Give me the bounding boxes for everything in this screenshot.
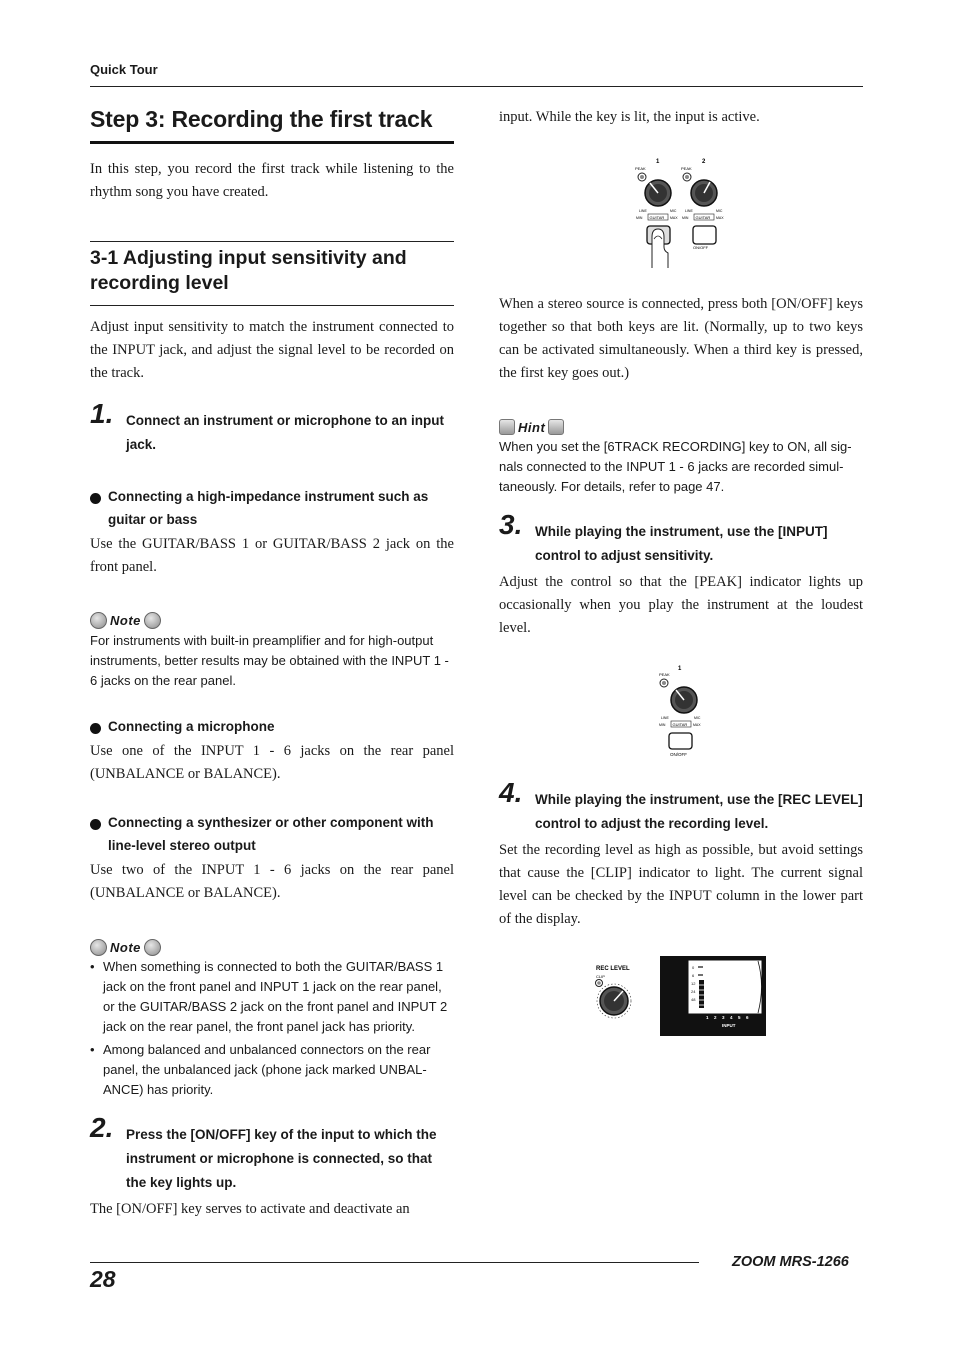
running-header: Quick Tour (90, 62, 158, 77)
svg-text:ON/OFF: ON/OFF (693, 245, 709, 250)
note-2-list (90, 957, 454, 1100)
onoff-key (693, 226, 716, 244)
section-heading: 3-1 Adjusting input sensitivity and recording level (90, 247, 407, 294)
svg-text:GUITAR: GUITAR (695, 215, 711, 220)
peak-label: PEAK (681, 166, 692, 171)
svg-text:24: 24 (691, 989, 696, 994)
step-3-number: 3. (499, 509, 523, 540)
onoff-key (669, 733, 692, 749)
svg-text:LINE: LINE (639, 209, 647, 213)
bullet-1-heading: Connecting a high-impedance instrument such as guitar or bass (108, 489, 429, 527)
svg-text:MAX: MAX (670, 216, 678, 220)
note-right-icon (144, 612, 161, 629)
bullet-2-heading: Connecting a microphone (108, 719, 275, 734)
note-label: Note (110, 940, 141, 955)
header-rule (90, 86, 863, 87)
svg-text:MAX: MAX (716, 216, 724, 220)
svg-text:MIN: MIN (659, 723, 666, 727)
note-2-item: • Among balanced and unbalanced connectors on the rear panel, the unbalanced jack (phone jack marked UNBAL-ANCE) has priority. (90, 1042, 431, 1097)
svg-text:MIC: MIC (694, 716, 701, 720)
step-4-body: Set the recording level as high as possible, but avoid settings that cause the [CLIP] indicator to light. The current signal level can be checked by the INPUT column in the lower part of the display. (499, 842, 863, 927)
step-2-number: 2. (90, 1112, 114, 1143)
svg-text:PEAK: PEAK (659, 672, 670, 677)
svg-text:0: 0 (692, 965, 695, 970)
peak-label: PEAK (635, 166, 646, 171)
step-title: Step 3: Recording the first track (90, 106, 433, 132)
bullet-3-heading: Connecting a synthesizer or other component with line-level stereo output (108, 815, 434, 853)
input-panel-figure (630, 155, 730, 270)
bullet-1-dot (90, 491, 101, 509)
hint-badge (499, 419, 564, 435)
hint-text: When you set the [6TRACK RECORDING] key to ON, all sig-nals connected to the INPUT 1 - 6 jacks are recorded simul-taneously. For details, refer to page 47. (499, 439, 852, 494)
intro-paragraph: In this step, you record the first track while listening to the rhythm song you have created. (90, 161, 454, 200)
ch1-label: 1 (656, 159, 660, 165)
note-right-icon (144, 939, 161, 956)
svg-text:LINE: LINE (685, 209, 693, 213)
svg-text:LINE: LINE (661, 716, 669, 720)
bullet-2-body: Use one of the INPUT 1 - 6 jacks on the rear panel (UNBALANCE or BALANCE). (90, 743, 454, 782)
svg-text:GUITAR: GUITAR (649, 215, 665, 220)
svg-text:2: 2 (714, 1015, 717, 1020)
hint-left-icon (499, 419, 515, 435)
note-badge-1 (90, 612, 161, 629)
svg-text:GUITAR: GUITAR (672, 722, 688, 727)
step-2-body: The [ON/OFF] key serves to activate and deactivate an (90, 1201, 410, 1217)
note-left-icon (90, 939, 107, 956)
svg-text:MAX: MAX (693, 723, 701, 727)
step-3-body: Adjust the control so that the [PEAK] indicator lights up occasionally when you play the instrument at the loudest level. (499, 574, 863, 636)
rec-level-figure (593, 956, 768, 1038)
ch2-label: 2 (702, 159, 706, 165)
svg-text:MIC: MIC (716, 209, 723, 213)
step-4-number: 4. (499, 777, 523, 808)
step-4-text: While playing the instrument, use the [REC LEVEL] control to adjust the recording level. (535, 792, 863, 831)
section-rule-top (90, 241, 454, 242)
meter-bar (699, 980, 704, 1008)
bullet-3-dot (90, 817, 101, 835)
step-2-body-continued: input. While the key is lit, the input is active. (499, 109, 760, 125)
svg-text:6: 6 (746, 1015, 749, 1020)
note-2-item: • When something is connected to both the GUITAR/BASS 1 jack on the front panel and INPUT 1 jack on the rear panel, or the GUITAR/BASS 2 jack on the front panel and INPUT 2 jack on the rear panel, the front panel jack has priority. (90, 959, 448, 1034)
footer-rule (90, 1262, 699, 1263)
svg-text:MIN: MIN (682, 216, 689, 220)
note-left-icon (90, 612, 107, 629)
input-knob-figure (656, 662, 706, 758)
svg-text:CLIP: CLIP (596, 974, 605, 979)
svg-text:3: 3 (722, 1015, 725, 1020)
svg-text:ON/OFF: ON/OFF (670, 752, 687, 757)
svg-text:6: 6 (692, 973, 695, 978)
svg-text:5: 5 (738, 1015, 741, 1020)
svg-text:1: 1 (706, 1015, 709, 1020)
svg-text:INPUT: INPUT (722, 1023, 736, 1028)
svg-text:12: 12 (691, 981, 696, 986)
page-number: 28 (90, 1266, 116, 1292)
svg-text:REC LEVEL: REC LEVEL (596, 966, 630, 972)
step-3-text: While playing the instrument, use the [INPUT] control to adjust sensitivity. (535, 524, 828, 563)
step-1-number: 1. (90, 398, 114, 429)
hint-right-icon (548, 419, 564, 435)
step-1-text: Connect an instrument or microphone to an input jack. (126, 413, 445, 452)
svg-text:48: 48 (691, 997, 696, 1002)
svg-text:4: 4 (730, 1015, 733, 1020)
note-badge-2 (90, 939, 161, 956)
svg-text:MIC: MIC (670, 209, 677, 213)
step-2-text: Press the [ON/OFF] key of the input to which the instrument or microphone is connected, so that the key lights up. (126, 1127, 437, 1190)
bullet-2-dot (90, 721, 101, 739)
note-1-text: For instruments with built-in preamplifier and for high-output instruments, better results may be obtained with the INPUT 1 - 6 jacks on the rear panel. (90, 633, 449, 688)
hint-label: Hint (518, 419, 546, 435)
section-rule-bottom (90, 305, 454, 306)
note-label: Note (110, 613, 141, 628)
stereo-paragraph: When a stereo source is connected, press both [ON/OFF] keys together so that both keys are lit. (Normally, up to two keys can be activated simultaneously. When a third key is pressed, the first key goes out.) (499, 296, 863, 381)
svg-text:MIN: MIN (636, 216, 643, 220)
title-rule (90, 141, 454, 144)
svg-text:1: 1 (678, 666, 682, 672)
bullet-3-body: Use two of the INPUT 1 - 6 jacks on the rear panel (UNBALANCE or BALANCE). (90, 862, 454, 901)
bullet-1-body: Use the GUITAR/BASS 1 or GUITAR/BASS 2 jack on the front panel. (90, 536, 454, 575)
section-intro: Adjust input sensitivity to match the instrument connected to the INPUT jack, and adjust the signal level to be recorded on the track. (90, 319, 454, 381)
product-name: ZOOM MRS-1266 (732, 1254, 849, 1270)
